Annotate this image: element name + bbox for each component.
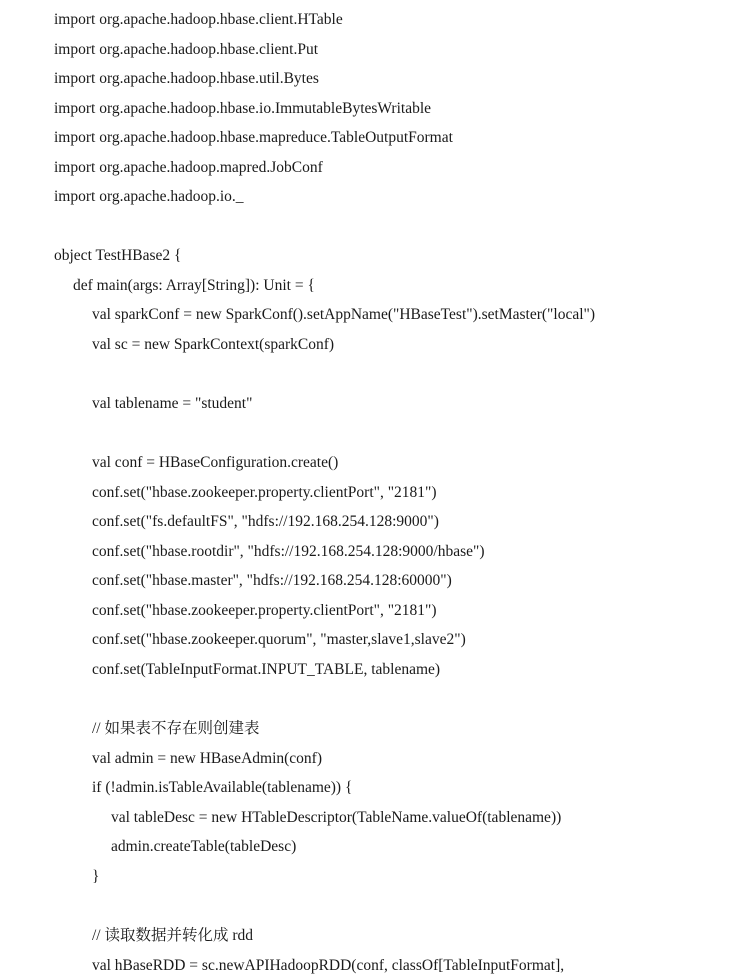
code-line-conf-set-input-table: conf.set(TableInputFormat.INPUT_TABLE, tablename) — [0, 655, 736, 685]
code-line-object-declaration: object TestHBase2 { — [0, 241, 736, 271]
code-blank-line — [0, 891, 736, 921]
code-line-hbase-admin: val admin = new HBaseAdmin(conf) — [0, 744, 736, 774]
code-line-new-api-hadoop-rdd: val hBaseRDD = sc.newAPIHadoopRDD(conf, classOf[TableInputFormat], — [0, 951, 736, 980]
code-line-conf-set-quorum: conf.set("hbase.zookeeper.quorum", "master,slave1,slave2") — [0, 625, 736, 655]
code-line-conf-set-rootdir: conf.set("hbase.rootdir", "hdfs://192.168.254.128:9000/hbase") — [0, 537, 736, 567]
code-line-spark-context: val sc = new SparkContext(sparkConf) — [0, 330, 736, 360]
code-line-conf-set-master: conf.set("hbase.master", "hdfs://192.168.254.128:60000") — [0, 566, 736, 596]
code-line-conf-set-default-fs: conf.set("fs.defaultFS", "hdfs://192.168.254.128:9000") — [0, 507, 736, 537]
code-line-create-table: admin.createTable(tableDesc) — [0, 832, 736, 862]
code-blank-line — [0, 212, 736, 242]
code-line-import-put: import org.apache.hadoop.hbase.client.Put — [0, 35, 736, 65]
code-line-if-table-available: if (!admin.isTableAvailable(tablename)) { — [0, 773, 736, 803]
code-blank-line — [0, 685, 736, 715]
code-line-import-table-output-format: import org.apache.hadoop.hbase.mapreduce.TableOutputFormat — [0, 123, 736, 153]
code-listing — [0, 5, 736, 980]
code-line-main-method: def main(args: Array[String]): Unit = { — [0, 271, 736, 301]
code-line-closing-brace: } — [0, 862, 736, 892]
code-blank-line — [0, 360, 736, 390]
code-line-spark-conf: val sparkConf = new SparkConf().setAppName("HBaseTest").setMaster("local") — [0, 300, 736, 330]
code-line-hbase-conf-create: val conf = HBaseConfiguration.create() — [0, 448, 736, 478]
code-line-tablename: val tablename = "student" — [0, 389, 736, 419]
code-comment-read-data: // 读取数据并转化成 rdd — [0, 921, 736, 951]
code-line-import-htable: import org.apache.hadoop.hbase.client.HTable — [0, 5, 736, 35]
code-line-import-jobconf: import org.apache.hadoop.mapred.JobConf — [0, 153, 736, 183]
code-blank-line — [0, 419, 736, 449]
code-line-import-io: import org.apache.hadoop.io._ — [0, 182, 736, 212]
code-comment-create-table: // 如果表不存在则创建表 — [0, 714, 736, 744]
code-line-import-immutable-bytes-writable: import org.apache.hadoop.hbase.io.ImmutableBytesWritable — [0, 94, 736, 124]
code-line-table-descriptor: val tableDesc = new HTableDescriptor(TableName.valueOf(tablename)) — [0, 803, 736, 833]
code-line-conf-set-client-port-repeat: conf.set("hbase.zookeeper.property.clientPort", "2181") — [0, 596, 736, 626]
code-line-conf-set-client-port: conf.set("hbase.zookeeper.property.clientPort", "2181") — [0, 478, 736, 508]
code-line-import-bytes: import org.apache.hadoop.hbase.util.Bytes — [0, 64, 736, 94]
